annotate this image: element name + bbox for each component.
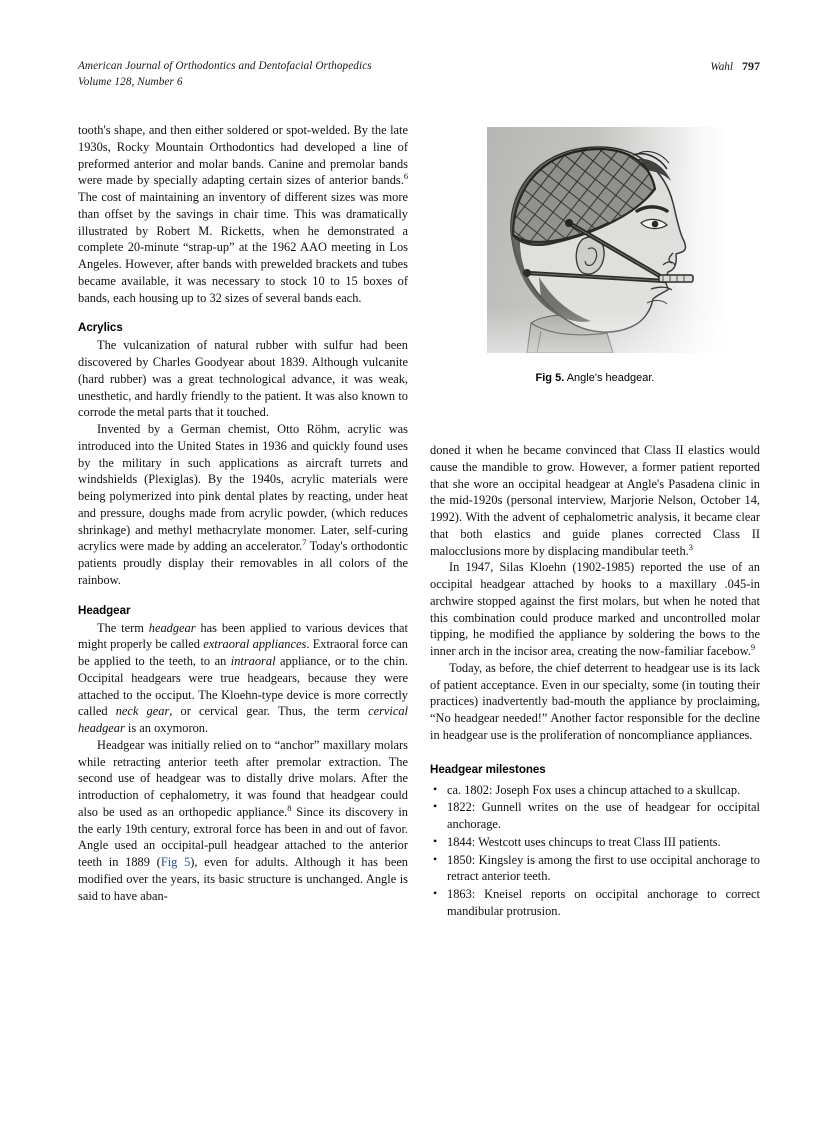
headgear-milestones-list bbox=[430, 782, 760, 920]
text-run: In 1947, Silas Kloehn (1902-1985) reported the use of an occipital headgear attached by hooks to a maxillary .045-in archwire stopped against the first molars, but when he noted that this combination could produce marked and uncontrolled molar tipping, he modified the appliance by soldering the bows to the inner arch in the incisor area, creating the now-familiar facebow. bbox=[430, 560, 760, 658]
emphasis-cervical-headgear: cervical headgear bbox=[78, 704, 408, 735]
figure-caption-label: Fig 5. bbox=[535, 372, 565, 384]
text-run: Headgear was initially relied on to “anchor” maxillary molars while retracting anterior teeth after premolar extraction. The second use of headgear was to distally drive molars. After the introduction of cephalometry, it was found that headgear could also be used as an orthopedic appliance. bbox=[78, 737, 408, 819]
list-item: • 1863: Kneisel reports on occipital anchorage to correct mandibular protrusion. bbox=[430, 886, 760, 920]
reference-marker-3[interactable]: 3 bbox=[688, 542, 693, 552]
list-item: • 1850: Kingsley is among the first to use occipital anchorage to retract anterior teeth. bbox=[430, 852, 760, 886]
heading-acrylics: Acrylics bbox=[78, 321, 123, 335]
journal-title: American Journal of Orthodontics and Dentofacial Orthopedics bbox=[78, 60, 372, 72]
heading-headgear: Headgear bbox=[78, 603, 131, 617]
paragraph-bands-continued bbox=[78, 122, 408, 306]
paragraph-headgear-terminology bbox=[78, 620, 408, 737]
text-run: ), even for adults. Although it has been modified over the years, its basic structure is unchanged. Angle is said to have aban- bbox=[78, 855, 409, 903]
running-head-left bbox=[78, 59, 372, 90]
paragraph-headgear-today: Today, as before, the chief deterrent to headgear use is its lack of patient acceptance. Even in our specialty, some (in touting their practices) inadvertently bad-mouth the appliance by proclaiming, “No headgear needed!” Another factor responsible for the decline in headgear use is the proliferation of noncompliance appliances. bbox=[430, 660, 760, 742]
page-number: 797 bbox=[742, 59, 760, 73]
text-run: Since its discovery in the early 19th century, extroral force has been in and out of favor. Angle used an occipital-pull headgear attached to the anterior teeth in 1889 ( bbox=[78, 804, 408, 869]
text-run: tooth's shape, and then either soldered or spot-welded. By the late 1930s, Rocky Mountain Orthodontics had developed a line of preformed anterior and molar bands. Canine and premolar bands were made by specially adapting certain sizes of anterior bands. bbox=[78, 123, 408, 188]
figure-image-angle-headgear bbox=[487, 127, 727, 353]
heading-headgear-milestones: Headgear milestones bbox=[430, 762, 546, 776]
running-head bbox=[78, 59, 760, 93]
volume-issue: Volume 128, Number 6 bbox=[78, 75, 183, 88]
list-item: • ca. 1802: Joseph Fox uses a chincup attached to a skullcap. bbox=[430, 782, 760, 799]
text-run: doned it when he became convinced that Class II elastics would cause the mandible to grow. However, a former patient reported that she wore an occipital headgear at Angle's Pasadena clinic in the mid-1920s (personal interview, Marjorie Nelson, October 14, 1992). With the advent of cephalometric analysis, it became clear that both elastics and guide planes corrected Class II malocclusions more by displacing mandibular teeth. bbox=[430, 443, 760, 558]
text-run: Today's orthodontic patients proudly display their removables in all colors of the rainbow. bbox=[78, 539, 408, 587]
paragraph-acrylic-invention bbox=[78, 421, 408, 589]
paragraph-kloehn-facebow bbox=[430, 559, 760, 660]
paragraph-headgear-history bbox=[78, 737, 408, 905]
running-head-right bbox=[710, 59, 760, 76]
reference-marker-9[interactable]: 9 bbox=[750, 642, 756, 652]
headgear-illustration-svg bbox=[487, 127, 727, 353]
figure-caption-text: Angle's headgear. bbox=[564, 372, 655, 384]
list-item: • 1844: Westcott uses chincups to treat Class III patients. bbox=[430, 834, 760, 851]
reference-marker-7[interactable]: 7 bbox=[302, 538, 307, 548]
reference-marker-8[interactable]: 8 bbox=[287, 803, 292, 813]
reference-marker-6[interactable]: 6 bbox=[403, 172, 408, 182]
text-run: , or cervical gear. Thus, the term bbox=[169, 704, 369, 719]
text-run: . Extraoral force can be applied to the teeth, to an bbox=[78, 637, 408, 668]
list-item: • 1822: Gunnell writes on the use of headgear for occipital anchorage. bbox=[430, 799, 760, 833]
paragraph-vulcanization: The vulcanization of natural rubber with sulfur had been discovered by Charles Goodyear about 1839. Although vulcanite (hard rubber) was a great technological advance, it was weak, unesthetic, and hardly friendly to the patient. It was also known to corrode the metal parts that it touched. bbox=[78, 338, 408, 420]
text-run: is an oxymoron. bbox=[124, 721, 209, 735]
figure-caption bbox=[430, 372, 760, 384]
paragraph-class-ii-elastics bbox=[430, 442, 760, 559]
text-run: The term bbox=[97, 620, 149, 635]
text-run: appliance, or to the chin. Occipital headgears were true headgears, because they were attached to the occiput. The Kloehn-type device is more correctly called bbox=[78, 654, 408, 719]
figure-reference-link[interactable]: Fig 5 bbox=[160, 855, 191, 869]
emphasis-neck-gear: neck gear bbox=[115, 704, 170, 719]
figure-5 bbox=[430, 122, 760, 384]
author-name: Wahl bbox=[710, 61, 733, 73]
emphasis-headgear: headgear bbox=[148, 620, 196, 635]
emphasis-extraoral-appliances: extraoral appliances bbox=[203, 637, 307, 652]
emphasis-intraoral: intraoral bbox=[230, 654, 276, 668]
right-column bbox=[430, 442, 760, 921]
text-run: Invented by a German chemist, Otto Röhm, acrylic was introduced into the United States in 1936 and quickly found uses by the military in such applications as aircraft turrets and windshields (Plexiglas). By the 1940s, acrylic materials were being polymerized into pink dental plates by reacting, under heat and pressure, doughs made from acrylic powder, (which reduces shrinkage) and methyl methacrylate monomer. Later, self-curing acrylics were made by adding an accelerator. bbox=[78, 422, 408, 554]
text-run: has been applied to various devices that might properly be called bbox=[78, 620, 408, 652]
left-column bbox=[78, 122, 408, 904]
text-run: The cost of maintaining an inventory of different sizes was more than offset by the savings in chair time. This was dramatically illustrated by Robert M. Ricketts, when he demonstrated a complete 20-minute “strap-up” at the 1962 AAO meeting in Los Angeles. However, after bands with prewelded brackets and tubes became available, it was necessary to stock 10 to 15 boxes of bands, each housing up to 32 sizes of several bands each. bbox=[78, 190, 408, 305]
